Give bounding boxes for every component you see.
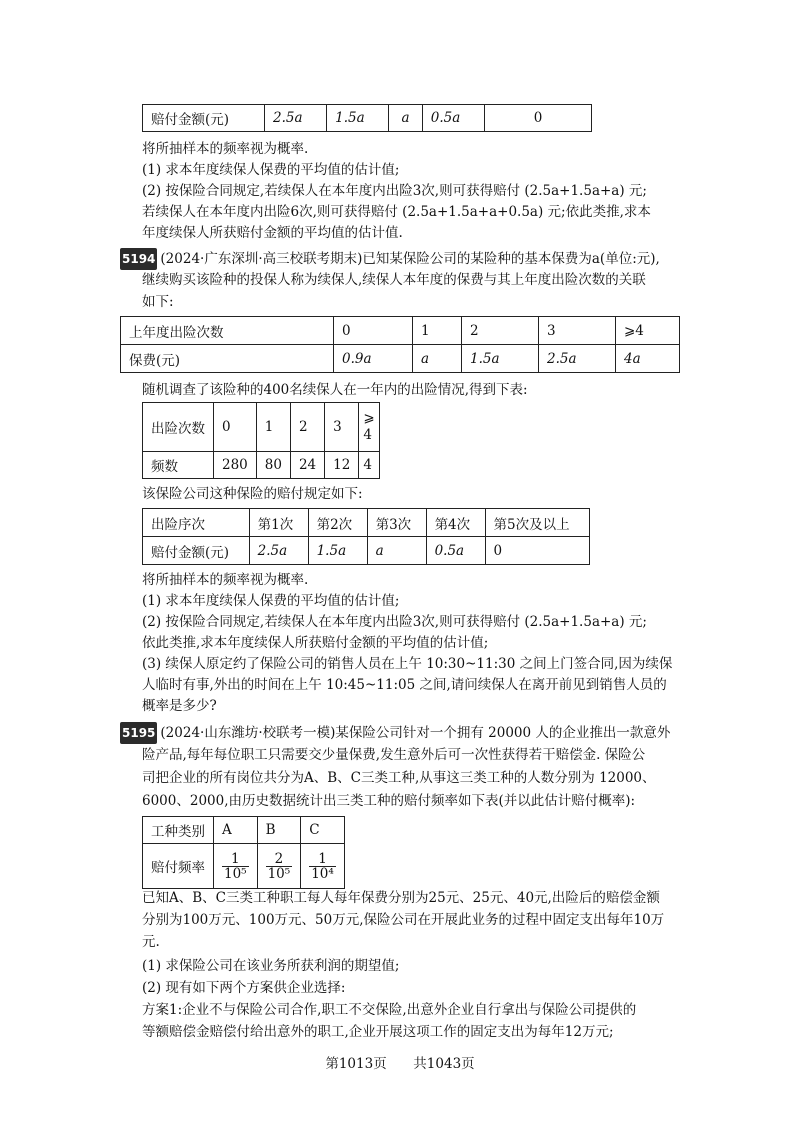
table-cell: 2.5a (539, 345, 616, 373)
table-cell: 0 (214, 403, 257, 452)
table-cell (214, 844, 258, 889)
fraction (266, 852, 293, 881)
table-cell: 0 (334, 317, 413, 345)
table-cell: 0.5a (426, 537, 485, 565)
problem-number-badge: 5195 (120, 722, 157, 744)
text-line: (1) 求本年度续保人保费的平均值的估计值; (142, 593, 400, 609)
table-cell: a (389, 105, 422, 132)
text-line: (1) 求本年度续保人保费的平均值的估计值; (142, 162, 400, 178)
frequency-table (142, 402, 380, 479)
table-cell: 赔付频率 (143, 844, 214, 889)
table-cell: 4a (616, 345, 680, 373)
problem-5195-line (120, 722, 670, 744)
table-cell: 出险次数 (143, 403, 214, 452)
table-cell: 2 (290, 403, 324, 452)
problem-text: (2024·广东深圳·高三校联考期末)已知某保险公司的某险种的基本保费为a(单位:元), (160, 251, 660, 267)
table-row (143, 537, 590, 565)
text-line: 依此类推,求本年度续保人所获赔付金额的平均值的估计值; (142, 635, 489, 651)
table-cell: 2 (462, 317, 539, 345)
table-row (143, 452, 380, 479)
top-payout-table (142, 104, 592, 132)
numerator: 1 (222, 852, 249, 867)
table-cell: 0.9a (334, 345, 413, 373)
fraction (222, 852, 249, 881)
text-line: 若续保人在本年度内出险6次,则可获得赔付 (2.5a+1.5a+a+0.5a) 元;依此类推,求本 (142, 204, 651, 220)
table-cell: 出险序次 (143, 509, 250, 537)
denominator: 10⁴ (311, 865, 334, 882)
table-row (143, 509, 590, 537)
table-cell: ⩾ 4 (359, 403, 379, 452)
text-line: (1) 求保险公司在该业务所获利润的期望值; (142, 958, 400, 974)
text-line: 继续购买该险种的投保人称为续保人,续保人本年度的保费与其上年度出险次数的关联 (142, 272, 646, 288)
table-cell: B (257, 817, 301, 844)
table-cell: a (413, 345, 462, 373)
table-cell: 赔付金额(元) (143, 537, 250, 565)
text-line: 分别为100万元、100万元、50万元,保险公司在开展此业务的过程中固定支出每年10万 (142, 912, 665, 928)
problem-number-badge: 5194 (120, 248, 157, 270)
table-cell: ⩾4 (616, 317, 680, 345)
table-row (121, 345, 680, 373)
table-cell: 280 (214, 452, 257, 479)
claim-rate-table (142, 816, 345, 889)
table-cell: a (367, 537, 426, 565)
page-footer (0, 1052, 800, 1072)
table-cell: 0.5a (422, 105, 484, 132)
table-cell: 0 (485, 105, 592, 132)
text-line: 元. (142, 934, 160, 950)
table-row (121, 317, 680, 345)
text-line: 随机调查了该险种的400名续保人在一年内的出险情况,得到下表: (142, 382, 528, 398)
text-line: 等额赔偿金赔偿付给出意外的职工,企业开展这项工作的固定支出为每年12万元; (142, 1024, 614, 1040)
problem-5194-line (120, 248, 660, 270)
table-cell: 上年度出险次数 (121, 317, 334, 345)
premium-table (120, 316, 680, 373)
table-cell: 1.5a (462, 345, 539, 373)
table-row (143, 403, 380, 452)
text-line: (3) 续保人原定约了保险公司的销售人员在上午 10:30~11:30 之间上门签合同,因为续保 (142, 656, 673, 672)
table-cell: 3 (325, 403, 359, 452)
text-line: 如下: (142, 294, 174, 310)
table-cell: 4 (359, 452, 379, 479)
table-cell: 频数 (143, 452, 214, 479)
table-cell: 1.5a (327, 105, 389, 132)
table-row (143, 817, 345, 844)
table-cell: 第1次 (249, 509, 308, 537)
table-cell: 第5次及以上 (485, 509, 589, 537)
page-total: 共1043页 (413, 1056, 475, 1072)
text-line: (2) 按保险合同规定,若续保人在本年度内出险3次,则可获得赔付 (2.5a+1.5a+a) 元; (142, 614, 647, 630)
table-cell: 赔付金额(元) (143, 105, 265, 132)
table-cell: 0 (485, 537, 589, 565)
table-row (143, 844, 345, 889)
text-line: 将所抽样本的频率视为概率. (142, 572, 309, 588)
text-line: 年度续保人所获赔付金额的平均值的估计值. (142, 225, 403, 241)
text-line: 将所抽样本的频率视为概率. (142, 141, 309, 157)
table-cell: 工种类别 (143, 817, 214, 844)
text-line: 人临时有事,外出的时间在上午 10:45~11:05 之间,请问续保人在离开前见到销售人员的 (142, 677, 667, 693)
denominator: 10⁵ (224, 865, 247, 882)
table-cell: 80 (256, 452, 290, 479)
table-cell: 1 (413, 317, 462, 345)
table-cell: 3 (539, 317, 616, 345)
fraction (309, 852, 336, 881)
text-line: (2) 按保险合同规定,若续保人在本年度内出险3次,则可获得赔付 (2.5a+1.5a+a) 元; (142, 183, 647, 199)
text-line: (2) 现有如下两个方案供企业选择: (142, 980, 346, 996)
text-line: 方案1:企业不与保险公司合作,职工不交保险,出意外企业自行拿出与保险公司提供的 (142, 1002, 637, 1018)
table-cell: 12 (325, 452, 359, 479)
numerator: 1 (309, 852, 336, 867)
table-cell: 第4次 (426, 509, 485, 537)
table-cell: A (214, 817, 258, 844)
table-cell (301, 844, 345, 889)
table-cell: 1.5a (308, 537, 367, 565)
text-line: 险产品,每年每位职工只需要交少量保费,发生意外后可一次性获得若干赔偿金. 保险公 (142, 747, 646, 763)
table-cell: 2.5a (265, 105, 327, 132)
text-line: 已知A、B、C三类工种职工每人每年保费分别为25元、25元、40元,出险后的赔偿金额 (142, 890, 660, 906)
text-line: 6000、2000,由历史数据统计出三类工种的赔付频率如下表(并以此估计赔付概率): (142, 793, 636, 809)
payout-rules-table (142, 508, 590, 565)
numerator: 2 (266, 852, 293, 867)
table-cell: 第3次 (367, 509, 426, 537)
table-cell: C (301, 817, 345, 844)
table-row (143, 105, 592, 132)
text-line: 司把企业的所有岗位共分为A、B、C三类工种,从事这三类工种的人数分别为 12000、 (142, 770, 656, 786)
text-line: 该保险公司这种保险的赔付规定如下: (142, 486, 363, 502)
page-number: 第1013页 (325, 1056, 387, 1072)
table-cell: 1 (256, 403, 290, 452)
problem-text: (2024·山东潍坊·校联考一模)某保险公司针对一个拥有 20000 人的企业推出一款意外 (160, 725, 671, 741)
table-cell (257, 844, 301, 889)
table-cell: 2.5a (249, 537, 308, 565)
table-cell: 24 (290, 452, 324, 479)
table-cell: 保费(元) (121, 345, 334, 373)
text-line: 概率是多少? (142, 698, 217, 714)
denominator: 10⁵ (267, 865, 291, 882)
table-cell: 第2次 (308, 509, 367, 537)
